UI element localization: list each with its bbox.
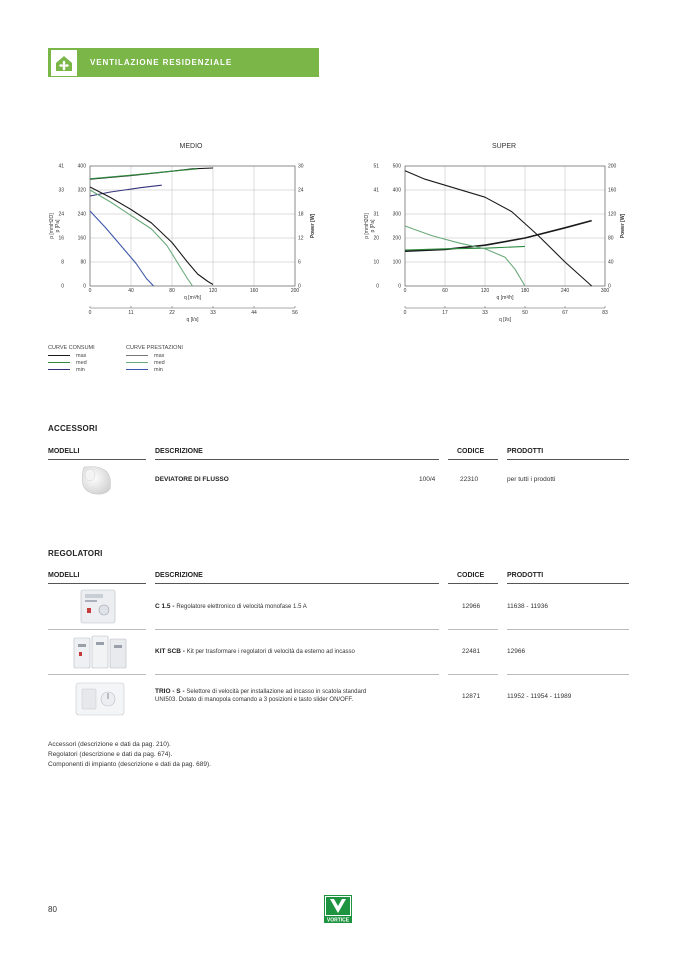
note-line: Regolatori (descrizione e dati da pag. 674). (48, 751, 173, 758)
y-tick-label-mm: 31 (373, 211, 379, 218)
name-separator: - (170, 603, 177, 610)
legend-label: max (76, 352, 87, 359)
legend-item (48, 359, 95, 366)
y-tick-label-pa: 0 (83, 283, 86, 290)
header-rule (448, 459, 498, 460)
legend-swatch (126, 355, 148, 357)
legend-label: min (76, 366, 85, 373)
y-tick-label-mm: 41 (58, 163, 64, 170)
y-tick-label-w: 6 (298, 259, 301, 266)
legend-item (126, 352, 183, 359)
legend-label: max (154, 352, 165, 359)
row-divider (507, 629, 629, 630)
y-tick-label-mm: 0 (376, 283, 379, 290)
y-tick-label-pa: 500 (392, 163, 401, 170)
y-tick-label-mm: 16 (58, 235, 64, 242)
x-tick-label: 240 (560, 288, 570, 294)
series-line-prestazioni-med (405, 226, 525, 286)
row-divider (48, 629, 146, 630)
row-divider (448, 674, 498, 675)
col-header-modelli: MODELLI (48, 572, 80, 579)
row-divider (507, 674, 629, 675)
x-tick-label: 40 (128, 288, 134, 294)
y-tick-label-mm: 51 (373, 163, 379, 170)
x-tick-label: 0 (403, 288, 407, 294)
trio-s-product-image (72, 677, 128, 721)
notes (48, 740, 211, 770)
y-tick-label-w: 0 (608, 283, 611, 290)
regolatore-products: 12966 (507, 648, 526, 655)
header-rule (155, 459, 439, 460)
vortice-logo (324, 895, 352, 923)
x-tick-label: 300 (600, 288, 610, 294)
legend-item (48, 366, 95, 373)
y-tick-label-pa: 160 (77, 235, 86, 242)
x2-tick-label: 83 (602, 310, 608, 316)
legend-swatch (126, 362, 148, 364)
y-tick-label-mm: 33 (58, 187, 64, 194)
x2-tick-label: 17 (442, 310, 448, 316)
y-tick-label-pa: 400 (392, 187, 401, 194)
row-divider (448, 629, 498, 630)
regolatore-description (155, 603, 307, 611)
x-axis-label: q [m³/h] (496, 295, 514, 301)
legend-label: min (154, 366, 163, 373)
kit-scb-product-image (72, 632, 128, 672)
x2-tick-label: 67 (562, 310, 568, 316)
plot-frame (405, 166, 605, 286)
regolatori-title: REGOLATORI (48, 549, 103, 558)
row-divider (155, 674, 439, 675)
y-axis-label-power: Power [W] (310, 213, 316, 239)
regolatore-text: Regolatore elettronico di velocità monofase 1.5 A (176, 604, 307, 610)
header-rule (48, 459, 146, 460)
y-tick-label-pa: 320 (77, 187, 86, 194)
legend-prestazioni (126, 345, 183, 373)
legend-item (126, 359, 183, 366)
y-tick-label-w: 40 (608, 259, 614, 266)
legend-swatch (126, 369, 148, 371)
y-tick-label-mm: 0 (61, 283, 64, 290)
legend-item (48, 352, 95, 359)
y-axis-label-mm: p [mmH2O] (49, 213, 55, 239)
x2-tick-label: 33 (210, 310, 216, 316)
y-tick-label-w: 30 (298, 163, 304, 170)
legend-swatch (48, 362, 70, 364)
regolatore-products: 11638 - 11936 (507, 603, 548, 610)
regolatore-text: Selettore di velocità per installazione ad incasso in scatola standard (186, 689, 367, 695)
x2-axis-label: q [l/s] (186, 317, 199, 323)
legend-consumi (48, 345, 95, 373)
legend-item (126, 366, 183, 373)
y-tick-label-w: 160 (608, 187, 617, 194)
col-header-descrizione: DESCRIZIONE (155, 572, 203, 579)
header-rule (507, 459, 629, 460)
x-tick-label: 200 (290, 288, 300, 294)
legend-swatch (48, 355, 70, 357)
x-tick-label: 120 (480, 288, 490, 294)
x-tick-label: 60 (442, 288, 448, 294)
col-header-prodotti: PRODOTTI (507, 572, 544, 579)
y-tick-label-w: 18 (298, 211, 304, 218)
y-tick-label-pa: 300 (392, 211, 401, 218)
legend-swatch (48, 369, 70, 371)
legend-consumi-title: CURVE CONSUMI (48, 345, 95, 351)
header-rule (507, 583, 629, 584)
regolatore-code: 12966 (462, 603, 481, 610)
y-tick-label-w: 12 (298, 235, 304, 242)
y-tick-label-pa: 80 (80, 259, 86, 266)
y-tick-label-mm: 8 (61, 259, 64, 266)
y-tick-label-pa: 0 (398, 283, 401, 290)
section-title: VENTILAZIONE RESIDENZIALE (90, 58, 233, 67)
x2-tick-label: 11 (128, 310, 134, 316)
y-tick-label-w: 120 (608, 211, 617, 218)
accessory-products: per tutti i prodotti (507, 476, 556, 483)
x-axis-label: q [m³/h] (184, 295, 201, 301)
regolatore-text: Kit per trasformare i regolatori di velocità da esterno ad incasso (186, 649, 355, 655)
legend-prestazioni-title: CURVE PRESTAZIONI (126, 345, 183, 351)
x2-tick-label: 33 (482, 310, 488, 316)
x-tick-label: 120 (208, 288, 218, 294)
header-rule (155, 583, 439, 584)
accessory-name: DEVIATORE DI FLUSSO (155, 476, 229, 483)
page-number: 80 (48, 905, 57, 914)
deviatore-product-image (76, 463, 118, 497)
logo-text: VORTICE (326, 917, 350, 923)
y-tick-label-w: 24 (298, 187, 304, 194)
regolatore-description (155, 688, 366, 704)
row-divider (48, 674, 146, 675)
x-tick-label: 160 (249, 288, 259, 294)
y-tick-label-w: 0 (298, 283, 301, 290)
col-header-modelli: MODELLI (48, 448, 80, 455)
x2-tick-label: 0 (403, 310, 407, 316)
header-rule (48, 583, 146, 584)
y-tick-label-mm: 24 (58, 211, 64, 218)
col-header-descrizione: DESCRIZIONE (155, 448, 203, 455)
y-axis-label-pa: p [Pa] (370, 219, 376, 233)
y-tick-label-mm: 10 (373, 259, 379, 266)
chart-super (0, 0, 678, 360)
x2-tick-label: 50 (522, 310, 528, 316)
x2-tick-label: 56 (292, 310, 298, 316)
col-header-prodotti: PRODOTTI (507, 448, 544, 455)
accessory-code: 22310 (460, 476, 479, 483)
x-tick-label: 80 (169, 288, 175, 294)
y-tick-label-mm: 20 (373, 235, 379, 242)
x-tick-label: 180 (520, 288, 530, 294)
y-tick-label-pa: 240 (77, 211, 86, 218)
regolatore-products: 11952 - 11954 - 11989 (507, 693, 572, 700)
y-tick-label-pa: 100 (392, 259, 401, 266)
accessory-size: 100/4 (419, 476, 436, 483)
col-header-codice: CODICE (457, 448, 485, 455)
regolatore-description (155, 648, 355, 656)
note-line: Accessori (descrizione e dati da pag. 210). (48, 741, 171, 748)
regolatore-name: TRIO - S (155, 688, 181, 695)
name-separator: - (180, 688, 187, 695)
note-line: Componenti di impianto (descrizione e dati da pag. 689). (48, 761, 211, 768)
x2-axis-label: q [l/s] (499, 317, 511, 323)
legend-label: med (76, 359, 87, 366)
name-separator: - (181, 648, 187, 655)
x2-tick-label: 22 (169, 310, 175, 316)
col-header-codice: CODICE (457, 572, 485, 579)
y-tick-label-w: 80 (608, 235, 614, 242)
x-tick-label: 0 (88, 288, 92, 294)
y-tick-label-w: 200 (608, 163, 617, 170)
chart-title-super: SUPER (491, 143, 517, 150)
y-tick-label-mm: 41 (373, 187, 379, 194)
regolatore-code: 22481 (462, 648, 481, 655)
regolatore-code: 12871 (462, 693, 481, 700)
legend-label: med (154, 359, 165, 366)
y-tick-label-pa: 200 (392, 235, 401, 242)
x2-tick-label: 0 (88, 310, 92, 316)
regolatore-name: KIT SCB (155, 648, 181, 655)
y-axis-label-pa: p [Pa] (55, 219, 61, 233)
regolatore-name: C 1.5 (155, 603, 171, 610)
y-axis-label-mm: p [mmH2O] (364, 213, 370, 239)
chart-title-medio: MEDIO (179, 143, 203, 150)
y-axis-label-power: Power [W] (620, 213, 626, 239)
row-divider (155, 629, 439, 630)
accessori-title: ACCESSORI (48, 424, 98, 433)
c15-product-image (78, 588, 120, 626)
header-rule (448, 583, 498, 584)
regolatore-text-line2: UNI503. Dotato di manopola comando a 3 posizioni e tasto slider ON/OFF. (155, 697, 354, 703)
y-tick-label-pa: 400 (77, 163, 86, 170)
x2-tick-label: 44 (251, 310, 257, 316)
